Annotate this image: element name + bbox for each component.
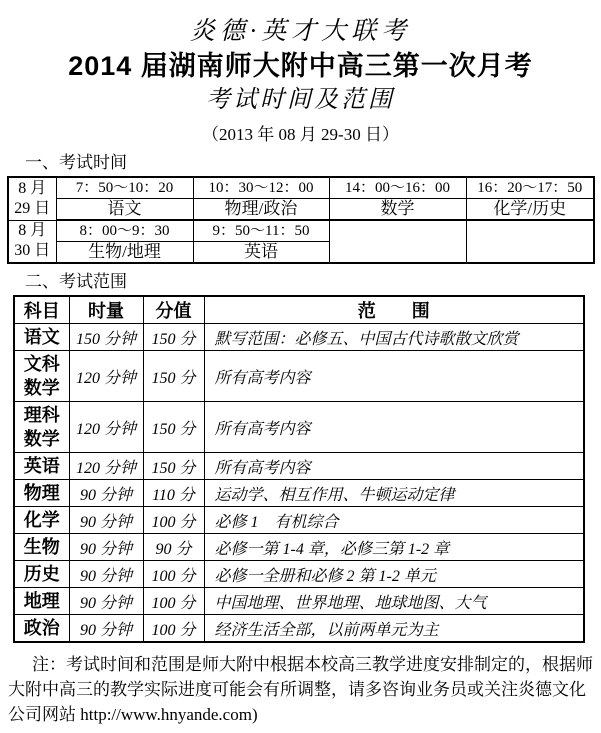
page-title: 2014 届湖南师大附中高三第一次月考 (68, 51, 533, 81)
score-cell: 150 分 (143, 402, 204, 453)
schedule-day-cell (8, 220, 56, 263)
page-subtitle: 考试时间及范围 (206, 87, 395, 113)
schedule-month: 8 月 (18, 222, 47, 240)
scope-row (14, 507, 584, 534)
scope-cell: 所有高考内容 (204, 351, 584, 402)
section-heading-exam-time: 一、考试时间 (25, 153, 127, 172)
score-cell: 150 分 (143, 453, 204, 480)
scope-row (14, 615, 584, 643)
scope-header-subject: 科目 (14, 296, 69, 324)
subject-cell: 化学 (14, 507, 69, 534)
scope-row (14, 453, 584, 480)
session-subject-cell: 语文 (56, 199, 193, 221)
exam-date-range: （2013 年 08 月 29-30 日） (202, 125, 399, 144)
session-subject-cell: 数学 (329, 199, 466, 221)
schedule-day: 30 日 (14, 242, 51, 260)
score-cell: 100 分 (143, 561, 204, 588)
scope-row (14, 402, 584, 453)
schedule-day: 29 日 (14, 199, 51, 217)
score-cell: 90 分 (143, 534, 204, 561)
exam-scope-table (13, 295, 585, 643)
scope-cell: 所有高考内容 (204, 402, 584, 453)
empty-session-cell (329, 220, 466, 263)
session-time-cell: 14：00～16：00 (329, 177, 466, 199)
scope-row (14, 351, 584, 402)
schedule-day-cell (8, 177, 56, 220)
session-time-cell: 9：50～11：50 (193, 220, 329, 242)
subject-cell: 语文 (14, 324, 69, 351)
section-heading-exam-scope: 二、考试范围 (25, 272, 127, 291)
duration-cell: 120 分钟 (69, 351, 143, 402)
scope-cell: 必修一第 1-4 章，必修三第 1-2 章 (204, 534, 584, 561)
brand-line: 炎德·英才大联考 (189, 18, 412, 45)
scope-row (14, 534, 584, 561)
duration-cell: 90 分钟 (69, 615, 143, 643)
scope-cell: 经济生活全部，以前两单元为主 (204, 615, 584, 643)
duration-cell: 90 分钟 (69, 534, 143, 561)
subject-cell: 物理 (14, 480, 69, 507)
score-cell: 150 分 (143, 324, 204, 351)
subject-cell: 地理 (14, 588, 69, 615)
duration-cell: 150 分钟 (69, 324, 143, 351)
duration-cell: 90 分钟 (69, 588, 143, 615)
scope-cell: 运动学、相互作用、牛顿运动定律 (204, 480, 584, 507)
score-cell: 100 分 (143, 588, 204, 615)
scope-row (14, 324, 584, 351)
exam-schedule-table (7, 176, 595, 264)
scope-header-scope: 范 围 (204, 296, 584, 324)
session-subject-cell: 化学/历史 (466, 199, 594, 221)
score-cell: 100 分 (143, 507, 204, 534)
subject-cell: 政治 (14, 615, 69, 643)
scope-row (14, 588, 584, 615)
duration-cell: 90 分钟 (69, 507, 143, 534)
duration-cell: 90 分钟 (69, 480, 143, 507)
session-time-cell: 8：00～9：30 (56, 220, 193, 242)
score-cell: 150 分 (143, 351, 204, 402)
duration-cell: 90 分钟 (69, 561, 143, 588)
session-time-cell: 10：30～12：00 (193, 177, 329, 199)
scope-header-duration: 时量 (69, 296, 143, 324)
score-cell: 110 分 (143, 480, 204, 507)
scope-header-score: 分值 (143, 296, 204, 324)
session-subject-cell: 英语 (193, 242, 329, 264)
subject-cell: 历史 (14, 561, 69, 588)
footer-note: 注：考试时间和范围是师大附中根据本校高三教学进度安排制定的，根据师大附中高三的教学实际进度可能会有所调整，请多咨询业务员或关注炎德文化公司网站 http://www.hnyande.com) (8, 655, 593, 724)
scope-row (14, 480, 584, 507)
schedule-month: 8 月 (18, 179, 47, 197)
duration-cell: 120 分钟 (69, 402, 143, 453)
scope-cell: 默写范围：必修五、中国古代诗歌散文欣赏 (204, 324, 584, 351)
session-subject-cell: 生物/地理 (56, 242, 193, 264)
scope-cell: 必修一全册和必修 2 第 1-2 单元 (204, 561, 584, 588)
subject-cell: 文科数学 (14, 351, 69, 402)
session-time-cell: 16：20～17：50 (466, 177, 594, 199)
scope-row (14, 561, 584, 588)
scope-cell: 中国地理、世界地理、地球地图、大气 (204, 588, 584, 615)
document-header (0, 0, 601, 145)
subject-cell: 生物 (14, 534, 69, 561)
session-time-cell: 7：50～10：20 (56, 177, 193, 199)
subject-cell: 理科数学 (14, 402, 69, 453)
duration-cell: 120 分钟 (69, 453, 143, 480)
subject-cell: 英语 (14, 453, 69, 480)
score-cell: 100 分 (143, 615, 204, 643)
session-subject-cell: 物理/政治 (193, 199, 329, 221)
empty-session-cell (466, 220, 594, 263)
scope-cell: 所有高考内容 (204, 453, 584, 480)
scope-cell: 必修 1 有机综合 (204, 507, 584, 534)
